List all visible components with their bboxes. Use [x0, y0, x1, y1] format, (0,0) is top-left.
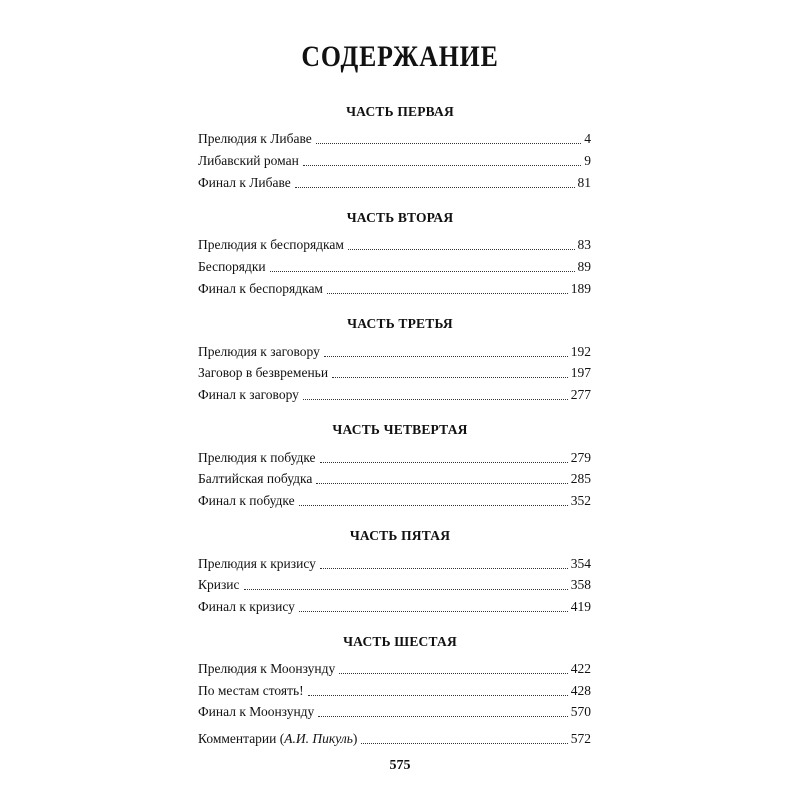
dot-leader [303, 399, 568, 400]
toc-entry [198, 703, 591, 721]
entry-title: Финал к Либаве [198, 175, 291, 190]
entry-title: Беспорядки [198, 259, 266, 274]
part-heading: ЧАСТЬ ВТОРАЯ [346, 210, 454, 225]
dot-leader [339, 673, 567, 674]
entry-page: 4 [584, 131, 591, 146]
entry-page: 428 [570, 683, 591, 698]
entry-page: 277 [570, 387, 591, 402]
entry-title [198, 730, 359, 748]
toc-entry [198, 470, 591, 488]
dot-leader [316, 483, 567, 484]
commentary-label: Комментарии ( [198, 731, 285, 746]
dot-leader [295, 187, 575, 188]
toc-entry [198, 576, 591, 594]
toc-entry [198, 280, 591, 298]
part-heading: ЧАСТЬ ПЯТАЯ [349, 528, 451, 543]
toc-entry [198, 236, 591, 254]
entry-page: 89 [577, 259, 591, 274]
entry-page: 419 [570, 599, 591, 614]
dot-leader [320, 462, 568, 463]
toc-entry [198, 386, 591, 404]
entry-page: 352 [570, 493, 591, 508]
dot-leader [299, 611, 568, 612]
dot-leader [270, 271, 575, 272]
entry-page: 422 [570, 661, 591, 676]
entry-title: Прелюдия к Моонзунду [198, 661, 336, 676]
toc-entry [198, 130, 591, 148]
toc-entry [198, 449, 591, 467]
toc-entry [198, 364, 591, 382]
entry-page: 572 [570, 731, 591, 746]
entry-page: 354 [570, 556, 591, 571]
entry-page: 358 [570, 577, 591, 592]
entry-title: Заговор в безвременьи [198, 365, 329, 380]
entry-title: Финал к Моонзунду [198, 704, 315, 719]
dot-leader [327, 293, 568, 294]
dot-leader [308, 695, 568, 696]
page-number: 575 [389, 758, 411, 773]
dot-leader [332, 377, 568, 378]
dot-leader [244, 589, 568, 590]
dot-leader [320, 568, 568, 569]
toc-entry [198, 258, 591, 276]
entry-title: Прелюдия к беспорядкам [198, 237, 344, 252]
entry-page: 197 [570, 365, 591, 380]
entry-title: Прелюдия к заговору [198, 344, 320, 359]
toc-entry [198, 555, 591, 573]
part-heading: ЧАСТЬ ШЕСТАЯ [343, 634, 457, 649]
entry-page: 189 [570, 281, 591, 296]
entry-page: 570 [570, 704, 591, 719]
toc-entry-commentary [198, 730, 591, 748]
dot-leader [361, 743, 567, 744]
toc-entry [198, 152, 591, 170]
entry-title: Финал к заговору [198, 387, 299, 402]
toc-entry [198, 343, 591, 361]
toc-entry [198, 174, 591, 192]
part-heading: ЧАСТЬ ЧЕТВЕРТАЯ [332, 422, 468, 437]
dot-leader [299, 505, 568, 506]
entry-page: 83 [577, 237, 591, 252]
part-heading: ЧАСТЬ ПЕРВАЯ [346, 104, 454, 119]
entry-title: Кризис [198, 577, 240, 592]
entry-page: 9 [584, 153, 591, 168]
entry-title: Финал к побудке [198, 493, 295, 508]
dot-leader [318, 716, 567, 717]
commentary-author: А.И. Пикуль [284, 731, 353, 746]
entry-title: Либавский роман [198, 153, 299, 168]
dot-leader [324, 356, 568, 357]
entry-title: Прелюдия к Либаве [198, 131, 312, 146]
commentary-close: ) [352, 731, 358, 746]
page-title: СОДЕРЖАНИЕ [301, 40, 499, 73]
entry-title: Прелюдия к кризису [198, 556, 316, 571]
entry-title: Финал к беспорядкам [198, 281, 323, 296]
dot-leader [348, 249, 575, 250]
dot-leader [303, 165, 581, 166]
entry-title: По местам стоять! [198, 683, 304, 698]
entry-page: 81 [577, 175, 591, 190]
dot-leader [316, 143, 581, 144]
entry-title: Финал к кризису [198, 599, 295, 614]
entry-page: 279 [570, 450, 591, 465]
part-heading: ЧАСТЬ ТРЕТЬЯ [347, 316, 453, 331]
entry-page: 192 [570, 344, 591, 359]
toc-entry [198, 682, 591, 700]
entry-title: Прелюдия к побудке [198, 450, 316, 465]
toc-entry [198, 598, 591, 616]
toc-entry [198, 492, 591, 510]
entry-title: Балтийская побудка [198, 471, 313, 486]
entry-page: 285 [570, 471, 591, 486]
toc-entry [198, 660, 591, 678]
